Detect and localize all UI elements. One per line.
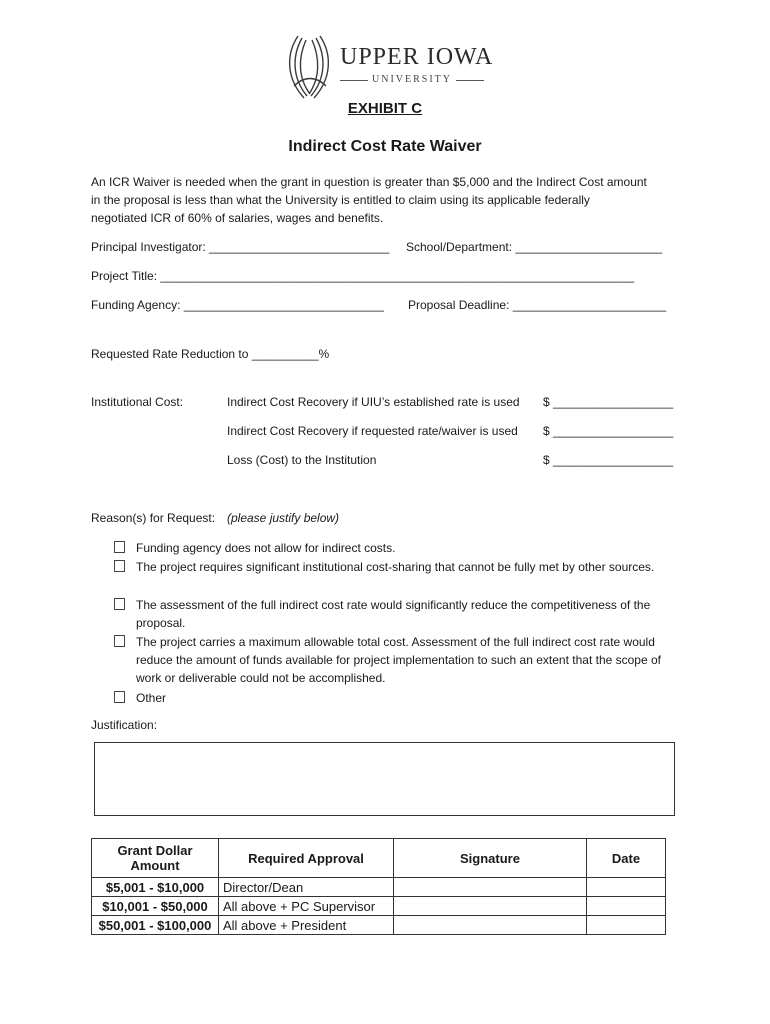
cost-row-amount[interactable]: $ __________________: [543, 453, 674, 467]
intro-line: An ICR Waiver is needed when the grant in question is greater than $5,000 and the Indirect Cost amount: [91, 175, 647, 189]
logo-rule-right: [456, 80, 484, 81]
table-row: [92, 916, 666, 935]
checkbox[interactable]: [114, 541, 125, 553]
logo-subname: UNIVERSITY: [372, 74, 452, 85]
cost-row-amount[interactable]: $ __________________: [543, 395, 674, 409]
signature-cell[interactable]: [394, 916, 587, 935]
table-row: [92, 897, 666, 916]
cost-row-desc: Loss (Cost) to the Institution: [227, 453, 377, 467]
logo-rule-left: [340, 80, 368, 81]
justification-textbox[interactable]: [94, 742, 675, 816]
cost-row-desc: Indirect Cost Recovery if requested rate/waiver is used: [227, 424, 518, 438]
column-header: Date: [587, 839, 666, 878]
school-department-field[interactable]: School/Department: ______________________: [406, 240, 663, 254]
table-header-row: [92, 839, 666, 878]
reason-text: The project requires significant institutional cost-sharing that cannot be fully met by other sources.: [136, 560, 655, 574]
project-title-field[interactable]: Project Title: _______________________________________________________________________: [91, 269, 635, 283]
approval-cell: All above + President: [219, 916, 394, 935]
checkbox[interactable]: [114, 560, 125, 572]
reason-item: [114, 596, 674, 632]
university-logo: [280, 34, 500, 100]
reason-item: [114, 539, 674, 557]
intro-line: in the proposal is less than what the University is entitled to claim using its applicable federally: [91, 193, 590, 207]
intro-line: negotiated ICR of 60% of salaries, wages and benefits.: [91, 211, 384, 225]
signature-cell[interactable]: [394, 897, 587, 916]
grant-amount-cell: $10,001 - $50,000: [92, 897, 219, 916]
exhibit-heading: EXHIBIT C: [347, 100, 423, 117]
approval-cell: Director/Dean: [219, 878, 394, 897]
date-cell[interactable]: [587, 916, 666, 935]
reason-item: [114, 633, 674, 687]
column-header: Signature: [394, 839, 587, 878]
reason-text: The project carries a maximum allowable total cost. Assessment of the full indirect cost rate would reduce the amount of funds available for project implementation to such an extent that the scope of work or deliverable could not be accomplished.: [136, 635, 661, 685]
grant-amount-cell: $5,001 - $10,000: [92, 878, 219, 897]
approval-table: [91, 838, 666, 935]
reason-item: [114, 689, 674, 707]
column-header: Grant Dollar Amount: [92, 839, 219, 878]
column-header: Required Approval: [219, 839, 394, 878]
reason-text: Funding agency does not allow for indirect costs.: [136, 541, 396, 555]
principal-investigator-field[interactable]: Principal Investigator: ___________________________: [91, 240, 390, 254]
justification-label: Justification:: [91, 718, 158, 732]
institutional-cost-label: Institutional Cost:: [91, 395, 184, 409]
date-cell[interactable]: [587, 897, 666, 916]
proposal-deadline-field[interactable]: Proposal Deadline: _______________________: [408, 298, 667, 312]
reason-text: Other: [136, 691, 167, 705]
logo-mark-icon: [280, 34, 340, 100]
intro-paragraph: [91, 173, 691, 227]
cost-row-desc: Indirect Cost Recovery if UIU’s established rate is used: [227, 395, 520, 409]
logo-name: UPPER IOWA: [340, 44, 494, 70]
table-row: [92, 878, 666, 897]
signature-cell[interactable]: [394, 878, 587, 897]
reason-text: The assessment of the full indirect cost rate would significantly reduce the competitiveness of the proposal.: [136, 598, 651, 630]
approval-cell: All above + PC Supervisor: [219, 897, 394, 916]
grant-amount-cell: $50,001 - $100,000: [92, 916, 219, 935]
funding-agency-field[interactable]: Funding Agency: ______________________________: [91, 298, 384, 312]
reason-item: [114, 558, 674, 594]
reasons-label: Reason(s) for Request:: [91, 511, 216, 525]
rate-reduction-field[interactable]: Requested Rate Reduction to __________%: [91, 347, 330, 361]
checkbox[interactable]: [114, 598, 125, 610]
page-title: Indirect Cost Rate Waiver: [288, 138, 482, 155]
checkbox[interactable]: [114, 635, 125, 647]
cost-row-amount[interactable]: $ __________________: [543, 424, 674, 438]
date-cell[interactable]: [587, 878, 666, 897]
checkbox[interactable]: [114, 691, 125, 703]
reasons-hint: (please justify below): [227, 511, 340, 525]
